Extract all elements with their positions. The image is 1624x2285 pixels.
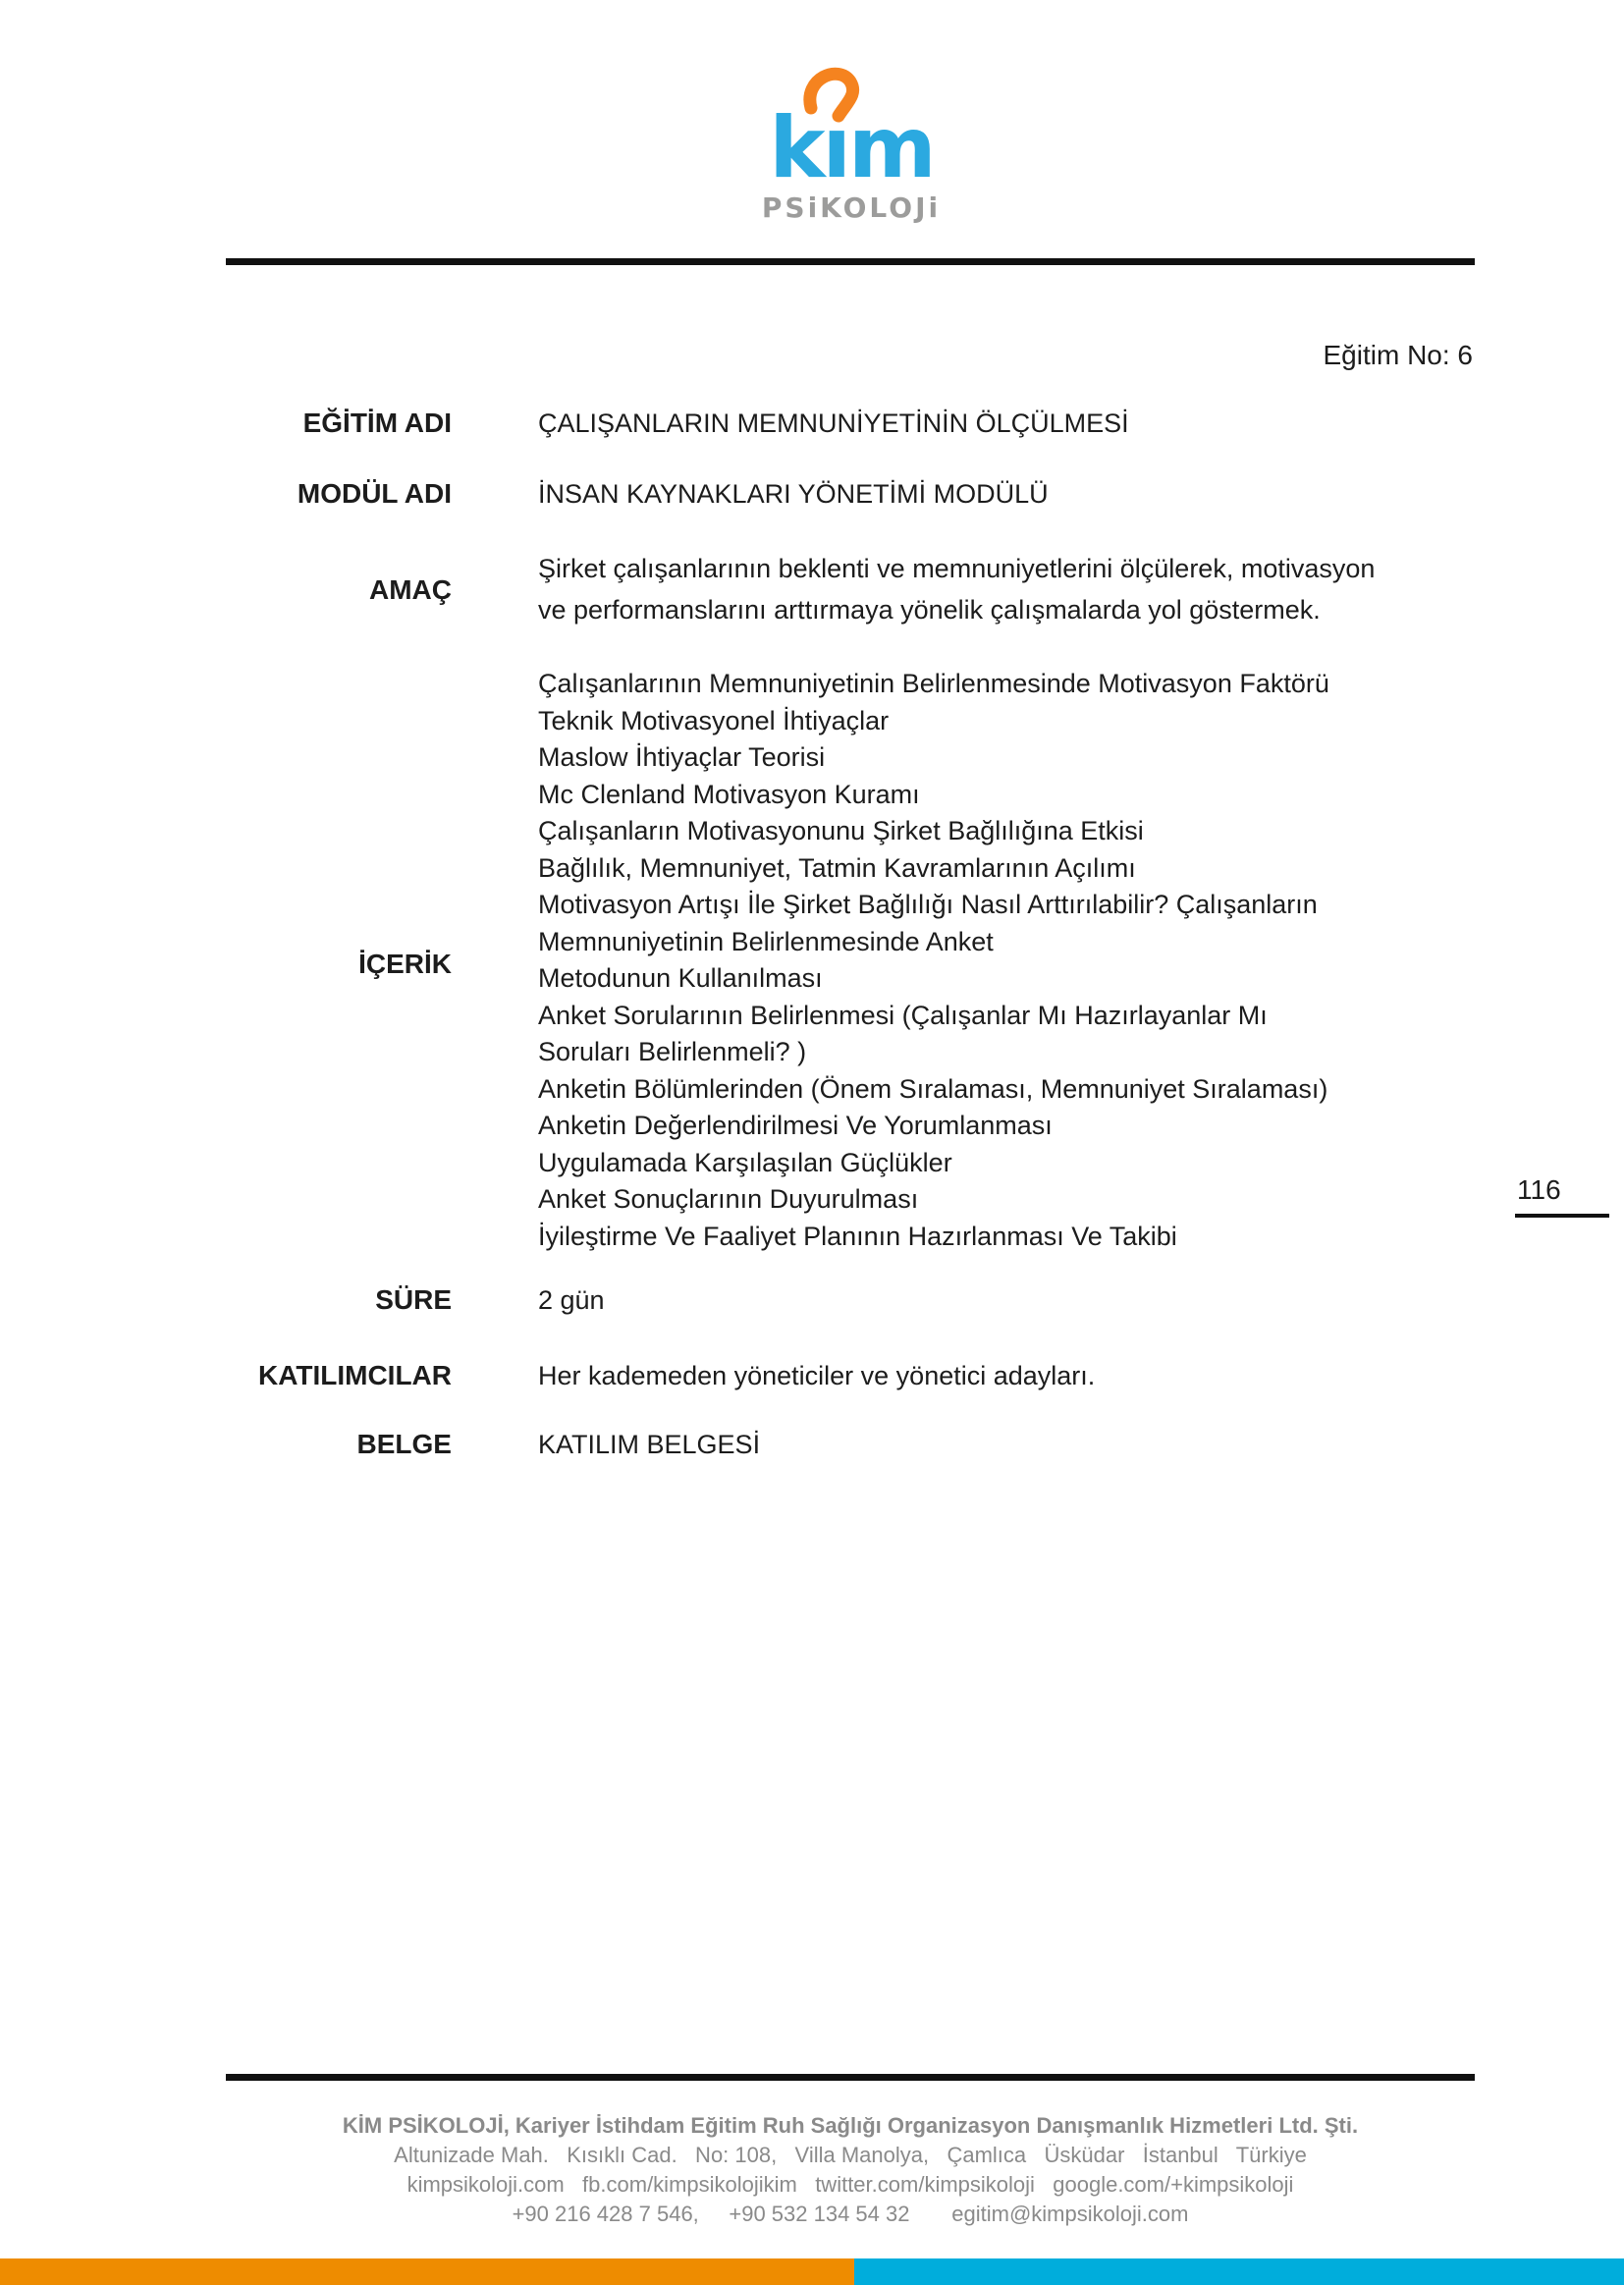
icerik-item: Teknik Motivasyonel İhtiyaçlar — [538, 705, 890, 735]
training-number: Eğitim No: 6 — [1323, 340, 1473, 370]
field-value-egitim-adi: ÇALIŞANLARIN MEMNUNİYETİNİN ÖLÇÜLMESİ — [538, 408, 1129, 438]
question-mark-icon — [800, 63, 861, 130]
field-value-modul-adi: İNSAN KAYNAKLARI YÖNETİMİ MODÜLÜ — [538, 479, 1049, 509]
footer-divider — [226, 2074, 1475, 2081]
icerik-item: İyileştirme Ve Faaliyet Planının Hazırlanması Ve Takibi — [538, 1221, 1177, 1251]
icerik-item: Maslow İhtiyaçlar Teorisi — [538, 742, 826, 772]
icerik-item: Bağlılık, Memnuniyet, Tatmin Kavramlarının Açılımı — [538, 852, 1136, 883]
icerik-content-list — [538, 666, 1481, 1255]
icerik-item: Anketin Bölümlerinden (Önem Sıralaması, Memnuniyet Sıralaması) — [538, 1073, 1328, 1104]
icerik-item: Anket Sorularının Belirlenmesi (Çalışanlar Mı Hazırlayanlar Mı — [538, 1000, 1268, 1030]
footer-address: Altunizade Mah. Kısıklı Cad. No: 108, Villa Manolya, Çamlıca Üsküdar İstanbul Türkiye — [394, 2143, 1307, 2167]
bottom-bar-blue — [854, 2258, 1624, 2285]
field-label-belge: BELGE — [356, 1429, 452, 1459]
icerik-item: Anket Sonuçlarının Duyurulması — [538, 1184, 919, 1214]
field-label-modul-adi: MODÜL ADI — [297, 478, 452, 509]
icerik-item: Soruları Belirlenmeli? ) — [538, 1037, 807, 1066]
bottom-bar-orange — [0, 2258, 854, 2285]
amac-line-1: Şirket çalışanlarının beklenti ve memnuniyetlerini ölçülerek, motivasyon — [538, 554, 1376, 583]
field-value-belge: KATILIM BELGESİ — [538, 1430, 761, 1459]
icerik-item: Memnuniyetinin Belirlenmesinde Anket — [538, 926, 994, 956]
icerik-item: Mc Clenland Motivasyon Kuramı — [538, 779, 920, 809]
kim-psikoloji-logo — [761, 77, 942, 222]
page-number-underline — [1515, 1214, 1609, 1218]
field-label-katilimcilar: KATILIMCILAR — [258, 1360, 452, 1390]
top-divider — [226, 258, 1475, 265]
icerik-item: Anketin Değerlendirilmesi Ve Yorumlanması — [538, 1111, 1053, 1140]
field-label-sure: SÜRE — [375, 1284, 452, 1315]
bottom-color-bar — [0, 2258, 1624, 2285]
field-label-amac: AMAÇ — [369, 574, 452, 605]
footer-company-name: KİM PSİKOLOJİ, Kariyer İstihdam Eğitim Ruh Sağlığı Organizasyon Danışmanlık Hizmetleri Ltd. Şti. — [342, 2113, 1359, 2138]
page-number: 116 — [1517, 1174, 1561, 1205]
field-value-sure: 2 gün — [538, 1285, 605, 1315]
icerik-item: Motivasyon Artışı İle Şirket Bağlılığı Nasıl Arttırılabilir? Çalışanların — [538, 890, 1318, 919]
icerik-item: Uygulamada Karşılaşılan Güçlükler — [538, 1147, 952, 1177]
icerik-item: Çalışanlarının Memnuniyetinin Belirlenmesinde Motivasyon Faktörü — [538, 669, 1329, 698]
footer-web-links: kimpsikoloji.com fb.com/kimpsikolojikim twitter.com/kimpsikoloji google.com/+kimpsikoloji — [406, 2172, 1294, 2197]
footer — [226, 2111, 1475, 2229]
field-value-amac — [538, 548, 1451, 630]
logo-wordmark: kım — [769, 99, 934, 197]
amac-line-2: ve performanslarını arttırmaya yönelik çalışmalarda yol göstermek. — [538, 595, 1321, 625]
field-label-egitim-adi: EĞİTİM ADI — [302, 408, 452, 438]
icerik-item: Metodunun Kullanılması — [538, 963, 823, 993]
footer-contact: +90 216 428 7 546, +90 532 134 54 32 egitim@kimpsikoloji.com — [512, 2202, 1189, 2226]
icerik-item: Çalışanların Motivasyonunu Şirket Bağlılığına Etkisi — [538, 816, 1144, 845]
logo-subtitle: PSiKOLOJi — [761, 191, 942, 224]
field-value-katilimcilar: Her kademeden yöneticiler ve yönetici adayları. — [538, 1361, 1096, 1390]
field-label-icerik: İÇERİK — [358, 949, 452, 979]
